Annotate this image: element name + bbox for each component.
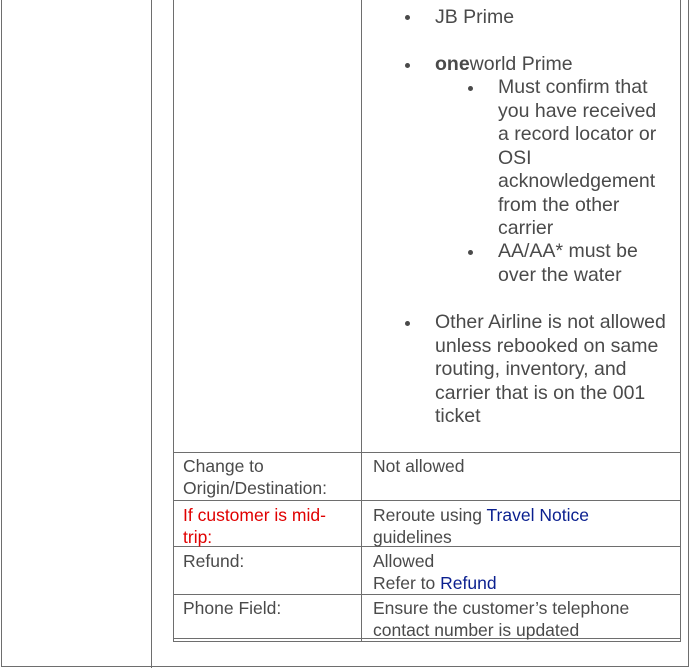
row-value-phone-line: Ensure the customer’s telephone — [373, 598, 630, 618]
midtrip-prefix: Reroute using — [373, 505, 487, 525]
bullet-icon — [405, 321, 410, 326]
row-value-refund-line1: Allowed — [373, 551, 435, 571]
row-value-midtrip — [373, 504, 589, 526]
other-airline-line: unless rebooked on same — [435, 334, 659, 357]
row-label-midtrip-line: trip: — [183, 527, 213, 547]
sub-bullet-icon — [468, 86, 473, 91]
other-airline-line: carrier that is on the 001 — [435, 381, 646, 404]
row-value-phone-line: contact number is updated — [373, 620, 580, 640]
row-label-midtrip-line: If customer is mid- — [183, 505, 326, 525]
oneworld-sub-item-1-line: Must confirm that — [498, 76, 648, 98]
row-divider — [173, 500, 681, 501]
row-label-change-line: Change to — [183, 456, 264, 476]
oneworld-sub-item-2-line: over the water — [498, 263, 622, 286]
row-value-refund-line2 — [373, 572, 497, 594]
row-label-refund: Refund: — [183, 551, 245, 571]
other-airline-line: routing, inventory, and — [435, 358, 627, 380]
outer-column-divider — [151, 0, 152, 668]
oneworld-sub-item-1-line: carrier — [498, 217, 554, 239]
oneworld-sub-item-2-line: AA/AA* must be — [498, 240, 638, 262]
row-value-change: Not allowed — [373, 456, 465, 476]
travel-notice-link[interactable]: Travel Notice — [486, 505, 589, 525]
carrier-jb-prime: JB Prime — [435, 6, 515, 28]
row-divider — [173, 452, 681, 453]
oneworld-sub-item-1-line: OSI — [498, 146, 532, 169]
row-label-change-line: Origin/Destination: — [183, 478, 327, 498]
sub-bullet-icon — [468, 250, 473, 255]
refund-prefix: Refer to — [373, 573, 441, 593]
oneworld-sub-item-1-line: from the other — [498, 193, 620, 216]
row-label-phone: Phone Field: — [183, 598, 282, 618]
refund-link[interactable]: Refund — [440, 573, 497, 593]
row-divider — [173, 641, 681, 642]
oneworld-sub-item-1-line: you have received — [498, 99, 657, 122]
other-airline-line: ticket — [435, 405, 481, 427]
oneworld-sub-item-1-line: acknowledgement — [498, 170, 656, 192]
row-value-midtrip-line2: guidelines — [373, 527, 452, 547]
row-divider — [173, 594, 681, 595]
other-airline-line: Other Airline is not allowed — [435, 311, 666, 333]
oneworld-bold: one — [435, 53, 470, 75]
oneworld-sub-item-1-line: a record locator or — [498, 123, 657, 145]
carrier-oneworld-prime — [435, 53, 573, 77]
oneworld-rest: world Prime — [469, 53, 573, 75]
bullet-icon — [405, 15, 410, 20]
bullet-icon — [405, 63, 410, 68]
